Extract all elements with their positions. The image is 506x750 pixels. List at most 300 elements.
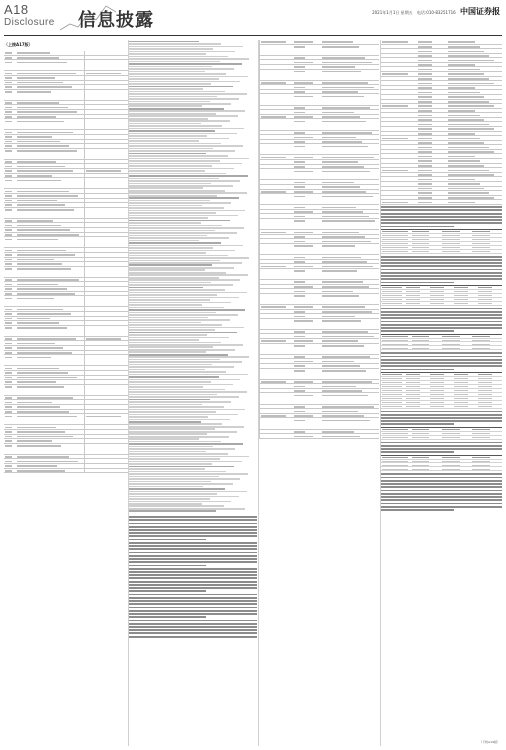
- illegible-text-line: [418, 170, 432, 172]
- illegible-text-line: [472, 465, 489, 466]
- table-row: [381, 301, 502, 305]
- illegible-text-line: [129, 356, 249, 358]
- illegible-text-line: [129, 394, 217, 396]
- illegible-paragraph-line: [129, 607, 257, 609]
- illegible-text-line: [448, 124, 489, 126]
- illegible-text-line: [5, 322, 13, 324]
- illegible-text-line: [294, 157, 313, 159]
- illegible-text-line: [261, 340, 286, 342]
- table-row: [381, 249, 502, 253]
- illegible-text-line: [294, 146, 305, 148]
- illegible-text-line: [17, 318, 50, 320]
- illegible-paragraph-line: [381, 213, 502, 215]
- illegible-text-line: [294, 331, 305, 333]
- illegible-text-line: [382, 41, 408, 43]
- illegible-text-line: [406, 303, 420, 304]
- illegible-text-line: [454, 398, 468, 399]
- illegible-text-line: [382, 429, 408, 430]
- illegible-text-line: [129, 327, 244, 329]
- illegible-text-line: [17, 166, 65, 168]
- illegible-text-line: [430, 382, 444, 383]
- illegible-text-line: [17, 141, 60, 143]
- table-cell: [293, 243, 322, 254]
- illegible-text-line: [418, 41, 432, 43]
- illegible-text-line: [448, 46, 479, 48]
- illegible-text-line: [322, 281, 363, 283]
- table-cell: [4, 384, 16, 395]
- illegible-text-line: [5, 456, 13, 458]
- illegible-paragraph-line: [381, 369, 454, 371]
- illegible-text-line: [478, 303, 492, 304]
- illegible-text-line: [5, 250, 13, 252]
- illegible-text-line: [418, 46, 432, 48]
- table-cell: [381, 200, 417, 205]
- illegible-text-line: [17, 436, 73, 438]
- illegible-text-line: [382, 390, 403, 391]
- illegible-text-line: [129, 274, 248, 276]
- table-cell: [85, 296, 128, 307]
- illegible-text-line: [448, 147, 489, 149]
- illegible-text-line: [442, 429, 459, 430]
- illegible-text-line: [129, 183, 211, 185]
- illegible-paragraph-line: [129, 587, 257, 589]
- illegible-text-line: [129, 115, 238, 117]
- illegible-text-line: [382, 231, 408, 232]
- continued-on-label: （下转A19版）: [479, 740, 500, 744]
- table-row: [381, 467, 502, 471]
- illegible-paragraph-line: [381, 473, 502, 475]
- illegible-text-line: [129, 414, 238, 416]
- illegible-text-line: [448, 105, 493, 107]
- illegible-text-line: [129, 386, 203, 388]
- illegible-text-line: [129, 421, 201, 423]
- table-cell: [85, 237, 128, 248]
- illegible-text-line: [294, 132, 305, 134]
- illegible-paragraph-line: [381, 275, 502, 277]
- illegible-text-line: [412, 243, 429, 244]
- illegible-text-line: [322, 390, 362, 392]
- illegible-paragraph-line: [381, 308, 502, 310]
- illegible-text-line: [382, 303, 403, 304]
- table-row: [260, 293, 380, 304]
- table-row: [260, 243, 380, 254]
- illegible-text-line: [17, 259, 53, 261]
- illegible-text-line: [129, 252, 206, 254]
- illegible-text-line: [294, 270, 305, 272]
- illegible-text-line: [129, 222, 201, 224]
- illegible-text-line: [448, 55, 489, 57]
- illegible-text-line: [129, 289, 225, 291]
- illegible-text-line: [412, 429, 429, 430]
- illegible-text-line: [129, 257, 249, 259]
- table-cell: [293, 368, 322, 379]
- illegible-text-line: [442, 336, 459, 337]
- illegible-text-line: [17, 250, 66, 252]
- illegible-text-line: [322, 320, 361, 322]
- illegible-paragraph-line: [129, 548, 257, 550]
- header-rule: [4, 35, 502, 36]
- illegible-text-line: [5, 431, 13, 433]
- table-cell: [448, 200, 502, 205]
- illegible-text-line: [5, 470, 13, 472]
- illegible-text-line: [129, 101, 210, 103]
- illegible-text-line: [129, 63, 242, 65]
- illegible-text-line: [129, 96, 217, 98]
- illegible-text-line: [406, 291, 420, 292]
- illegible-text-line: [448, 183, 479, 185]
- table-cell: [442, 467, 472, 471]
- illegible-text-line: [294, 87, 305, 89]
- illegible-text-line: [294, 266, 313, 268]
- illegible-text-line: [406, 374, 420, 375]
- illegible-text-line: [129, 503, 202, 505]
- illegible-text-line: [129, 43, 221, 45]
- illegible-text-line: [294, 116, 313, 118]
- illegible-text-line: [5, 293, 13, 295]
- illegible-text-line: [322, 186, 360, 188]
- illegible-paragraph-line: [381, 509, 454, 511]
- illegible-text-line: [129, 105, 202, 107]
- table-cell: [454, 404, 478, 408]
- illegible-text-line: [472, 231, 489, 232]
- illegible-text-line: [5, 161, 13, 163]
- table-cell: [442, 435, 472, 439]
- illegible-paragraph-line: [381, 262, 502, 264]
- table-row: [260, 434, 380, 439]
- illegible-text-line: [17, 254, 75, 256]
- illegible-text-line: [406, 398, 420, 399]
- illegible-text-line: [294, 62, 313, 64]
- illegible-text-line: [448, 110, 474, 112]
- illegible-text-line: [478, 390, 492, 391]
- table-cell: [85, 468, 128, 473]
- illegible-text-line: [322, 436, 360, 438]
- illegible-text-line: [17, 136, 51, 138]
- illegible-text-line: [448, 101, 489, 103]
- illegible-text-line: [322, 191, 366, 193]
- illegible-text-line: [129, 342, 221, 344]
- illegible-paragraph-line: [129, 526, 257, 528]
- illegible-text-line: [418, 96, 432, 98]
- fund-list-table-c: [259, 40, 379, 439]
- illegible-text-line: [448, 192, 489, 194]
- illegible-text-line: [412, 457, 429, 458]
- table-cell: [260, 44, 293, 55]
- illegible-text-line: [5, 121, 13, 123]
- table-cell: [478, 301, 502, 305]
- illegible-text-line: [5, 229, 13, 231]
- illegible-text-line: [17, 309, 63, 311]
- illegible-text-line: [322, 415, 364, 417]
- table-cell: [322, 243, 379, 254]
- illegible-text-line: [418, 64, 432, 66]
- illegible-text-line: [294, 345, 305, 347]
- illegible-text-line: [129, 113, 216, 115]
- illegible-text-line: [129, 314, 238, 316]
- illegible-text-line: [294, 137, 313, 139]
- table-row: [4, 296, 128, 307]
- table-row: [260, 393, 380, 404]
- table-cell: [322, 44, 379, 55]
- table-cell: [322, 318, 379, 329]
- section-chinese: 信息披露: [78, 10, 154, 31]
- illegible-text-line: [472, 239, 489, 240]
- illegible-text-line: [382, 243, 408, 244]
- illegible-text-line: [129, 255, 228, 257]
- illegible-text-line: [129, 187, 203, 189]
- illegible-text-line: [322, 182, 354, 184]
- illegible-text-line: [322, 365, 359, 367]
- illegible-text-line: [5, 132, 13, 134]
- illegible-text-line: [129, 369, 205, 371]
- illegible-text-line: [129, 473, 248, 475]
- illegible-paragraph-line: [381, 209, 502, 211]
- table-cell: [16, 384, 84, 395]
- illegible-paragraph-line: [381, 222, 502, 224]
- table-row: [260, 169, 380, 180]
- illegible-text-line: [442, 433, 459, 434]
- illegible-text-line: [412, 433, 429, 434]
- illegible-text-line: [129, 205, 202, 207]
- illegible-text-line: [129, 431, 237, 433]
- illegible-text-line: [294, 415, 313, 417]
- illegible-text-line: [5, 284, 13, 286]
- illegible-text-line: [418, 83, 432, 85]
- illegible-text-line: [430, 287, 444, 288]
- illegible-text-line: [17, 132, 73, 134]
- illegible-text-line: [472, 251, 489, 252]
- table-row: [4, 468, 128, 473]
- illegible-text-line: [294, 112, 305, 114]
- illegible-text-line: [129, 86, 233, 88]
- table-cell: [260, 169, 293, 180]
- illegible-text-line: [129, 476, 219, 478]
- illegible-text-line: [430, 303, 444, 304]
- illegible-text-line: [86, 73, 121, 75]
- illegible-text-line: [129, 78, 219, 80]
- illegible-text-line: [294, 311, 305, 313]
- illegible-text-line: [322, 336, 373, 338]
- illegible-text-line: [129, 423, 222, 425]
- illegible-text-line: [442, 469, 459, 470]
- table-cell: [381, 435, 411, 439]
- illegible-text-line: [412, 247, 429, 248]
- table-cell: [322, 434, 379, 439]
- illegible-text-line: [129, 230, 215, 232]
- illegible-paragraph-line: [381, 265, 502, 267]
- illegible-paragraph-line: [129, 565, 206, 567]
- illegible-text-line: [294, 406, 305, 408]
- illegible-text-line: [17, 121, 64, 123]
- illegible-text-line: [294, 196, 305, 198]
- table-cell: [16, 468, 84, 473]
- illegible-paragraph-line: [381, 259, 502, 261]
- illegible-text-line: [129, 232, 237, 234]
- illegible-text-line: [129, 354, 228, 356]
- column-b: [129, 40, 257, 746]
- illegible-text-line: [294, 82, 313, 84]
- illegible-text-line: [448, 51, 484, 53]
- illegible-paragraph-line: [381, 256, 502, 258]
- illegible-text-line: [129, 294, 217, 296]
- illegible-text-line: [17, 239, 57, 241]
- illegible-text-line: [294, 281, 305, 283]
- illegible-text-line: [382, 461, 408, 462]
- illegible-text-line: [129, 175, 248, 177]
- illegible-text-line: [322, 107, 369, 109]
- column-d: [381, 40, 502, 746]
- illegible-paragraph-line: [381, 311, 502, 313]
- table-cell: [293, 69, 322, 80]
- illegible-text-line: [406, 390, 420, 391]
- illegible-text-line: [418, 188, 432, 190]
- illegible-text-line: [418, 192, 432, 194]
- illegible-text-line: [5, 465, 13, 467]
- illegible-text-line: [129, 81, 240, 83]
- table-cell: [429, 301, 453, 305]
- table-cell: [85, 178, 128, 189]
- illegible-text-line: [382, 402, 403, 403]
- illegible-text-line: [412, 461, 429, 462]
- illegible-text-line: [294, 365, 305, 367]
- illegible-text-line: [17, 107, 68, 109]
- illegible-text-line: [430, 374, 444, 375]
- illegible-text-line: [406, 295, 420, 296]
- illegible-text-line: [261, 157, 286, 159]
- illegible-text-line: [129, 334, 207, 336]
- table-cell: [293, 393, 322, 404]
- illegible-paragraph-line: [381, 317, 502, 319]
- table-cell: [4, 468, 16, 473]
- illegible-text-line: [17, 234, 78, 236]
- illegible-paragraph-line: [129, 603, 257, 605]
- illegible-text-line: [322, 286, 369, 288]
- illegible-text-line: [17, 57, 59, 59]
- illegible-paragraph-line: [381, 414, 502, 416]
- illegible-text-line: [322, 166, 364, 168]
- illegible-text-line: [129, 143, 221, 145]
- table-cell: [260, 343, 293, 354]
- illegible-text-line: [129, 83, 211, 85]
- illegible-text-line: [322, 245, 354, 247]
- illegible-text-line: [17, 406, 60, 408]
- illegible-text-line: [129, 483, 233, 485]
- table-cell: [293, 293, 322, 304]
- illegible-text-line: [454, 291, 468, 292]
- illegible-text-line: [322, 141, 362, 143]
- illegible-text-line: [294, 216, 305, 218]
- illegible-text-line: [129, 453, 228, 455]
- illegible-text-line: [129, 217, 208, 219]
- illegible-text-line: [382, 138, 408, 140]
- illegible-text-line: [5, 327, 13, 329]
- illegible-text-line: [129, 272, 226, 274]
- illegible-text-line: [412, 469, 429, 470]
- illegible-text-line: [129, 448, 235, 450]
- illegible-text-line: [129, 88, 203, 90]
- illegible-paragraph-line: [129, 529, 257, 531]
- illegible-text-line: [17, 279, 79, 281]
- illegible-text-line: [17, 91, 51, 93]
- illegible-text-line: [294, 245, 313, 247]
- illegible-paragraph-line: [381, 269, 502, 271]
- table-cell: [4, 60, 16, 71]
- illegible-text-line: [5, 150, 13, 152]
- illegible-text-line: [129, 359, 220, 361]
- illegible-text-line: [5, 175, 13, 177]
- illegible-text-line: [5, 254, 13, 256]
- illegible-paragraph-line: [129, 571, 257, 573]
- illegible-text-line: [418, 151, 432, 153]
- illegible-text-line: [442, 235, 459, 236]
- illegible-text-line: [5, 402, 13, 404]
- illegible-text-line: [129, 332, 237, 334]
- illegible-text-line: [129, 260, 220, 262]
- illegible-text-line: [294, 171, 313, 173]
- illegible-paragraph-line: [129, 626, 257, 628]
- illegible-text-line: [5, 338, 13, 340]
- illegible-text-line: [17, 77, 55, 79]
- illegible-text-line: [442, 461, 459, 462]
- illegible-paragraph-line: [381, 219, 502, 221]
- illegible-text-line: [322, 41, 353, 43]
- illegible-text-line: [294, 320, 313, 322]
- illegible-text-line: [17, 461, 78, 463]
- illegible-text-line: [17, 347, 63, 349]
- illegible-text-line: [17, 175, 52, 177]
- illegible-text-line: [261, 82, 286, 84]
- table-cell: [293, 169, 322, 180]
- illegible-text-line: [294, 71, 305, 73]
- table-row: [381, 200, 502, 205]
- illegible-text-line: [322, 137, 355, 139]
- illegible-text-line: [382, 295, 403, 296]
- illegible-text-line: [5, 377, 13, 379]
- table-cell: [322, 418, 379, 429]
- illegible-text-line: [448, 197, 493, 199]
- illegible-text-line: [382, 465, 408, 466]
- illegible-text-line: [5, 397, 13, 399]
- illegible-text-line: [129, 284, 233, 286]
- illegible-text-line: [472, 344, 489, 345]
- illegible-text-line: [129, 138, 229, 140]
- table-cell: [260, 69, 293, 80]
- illegible-text-line: [5, 82, 13, 84]
- illegible-text-line: [382, 170, 408, 172]
- illegible-text-line: [129, 155, 228, 157]
- table-row: [4, 355, 128, 366]
- illegible-text-line: [129, 178, 219, 180]
- illegible-text-line: [129, 493, 217, 495]
- illegible-text-line: [294, 121, 305, 123]
- illegible-text-line: [412, 231, 429, 232]
- illegible-text-line: [129, 478, 240, 480]
- illegible-text-line: [294, 220, 305, 222]
- illegible-text-line: [5, 91, 13, 93]
- illegible-text-line: [478, 394, 492, 395]
- table-row: [381, 435, 502, 439]
- illegible-text-line: [5, 427, 13, 429]
- illegible-text-line: [17, 161, 56, 163]
- table-cell: [478, 404, 502, 408]
- illegible-text-line: [129, 153, 206, 155]
- illegible-text-line: [17, 368, 59, 370]
- illegible-paragraph-line: [129, 620, 257, 622]
- illegible-text-line: [294, 395, 313, 397]
- table-cell: [85, 414, 128, 425]
- illegible-text-line: [322, 431, 354, 433]
- illegible-text-line: [17, 377, 76, 379]
